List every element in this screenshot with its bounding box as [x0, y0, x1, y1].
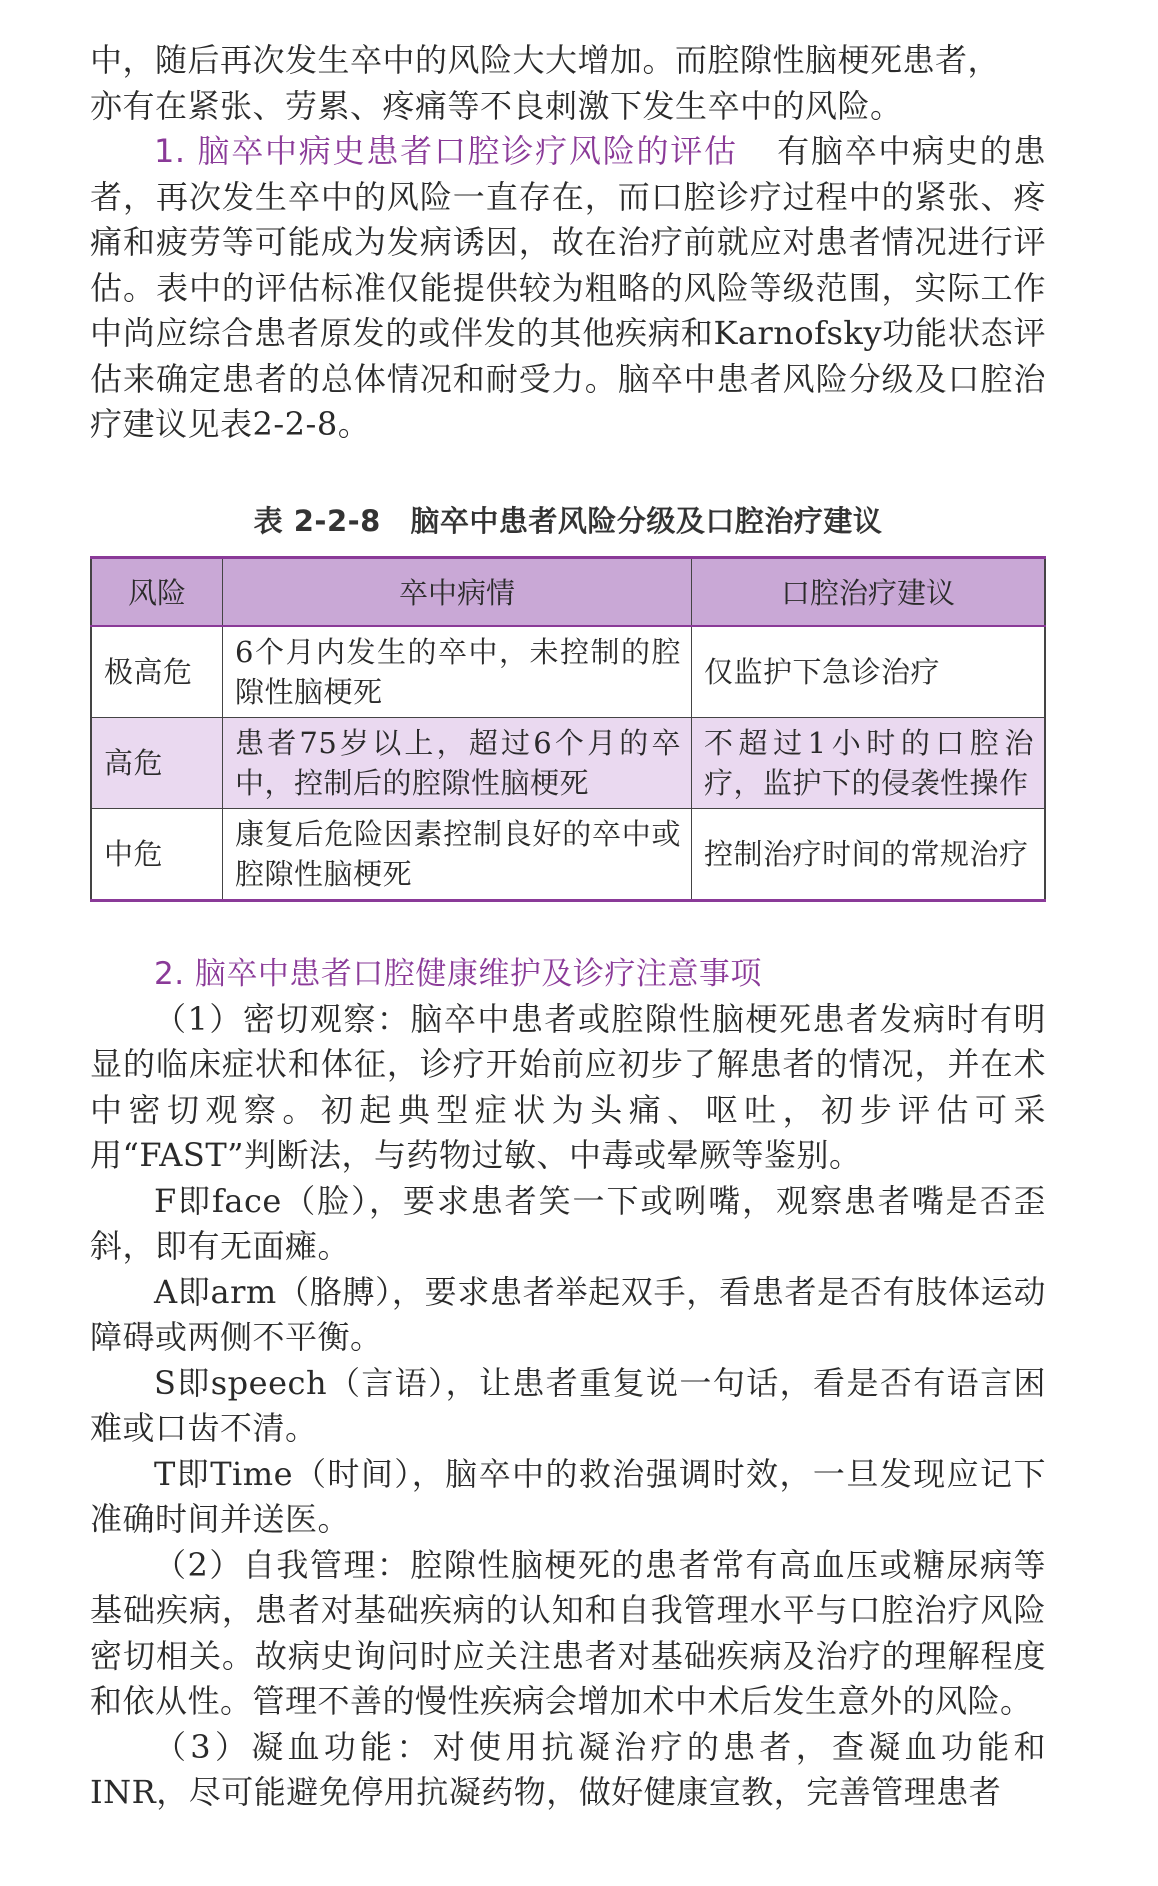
cell-advice: 不超过1小时的口腔治疗，监护下的侵袭性操作 [692, 717, 1046, 808]
risk-table-frame [90, 556, 1046, 902]
intro-paragraph [90, 38, 1046, 129]
section-2-paragraph: （1）密切观察：脑卒中患者或腔隙性脑梗死患者发病时有明显的临床症状和体征，诊疗开始前应初步了解患者的情况，并在术中密切观察。初起典型症状为头痛、呕吐，初步评估可采用“FAST”判断法，与药物过敏、中毒或晕厥等鉴别。 [90, 999, 1046, 1174]
intro-line-1: 中，随后再次发生卒中的风险大大增加。而腔隙性脑梗死患者， [90, 41, 1001, 79]
section-2-paragraph: A即arm（胳膊），要求患者举起双手，看患者是否有肢体运动障碍或两侧不平衡。 [90, 1272, 1046, 1356]
section-1-paragraph [90, 129, 1046, 448]
section-1-body: 有脑卒中病史的患者，再次发生卒中的风险一直存在，而口腔诊疗过程中的紧张、疼痛和疲劳等可能成为发病诱因，故在治疗前就应对患者情况进行评估。表中的评估标准仅能提供较为粗略的风险等级范围，实际工作中尚应综合患者原发的或伴发的其他疾病和Karnofsky功能状态评估来确定患者的总体情况和耐受力。脑卒中患者风险分级及口腔治疗建议见表2-2-8。 [90, 132, 1046, 443]
section-2-paragraph: F即face（脸），要求患者笑一下或咧嘴，观察患者嘴是否歪斜，即有无面瘫。 [90, 1181, 1046, 1265]
header-advice: 口腔治疗建议 [692, 559, 1046, 626]
intro-line-2: 亦有在紧张、劳累、疼痛等不良刺激下发生卒中的风险。 [90, 86, 903, 125]
cell-advice: 控制治疗时间的常规治疗 [692, 808, 1046, 899]
table-header-row [91, 559, 1045, 626]
document-page [90, 38, 1046, 1816]
cell-condition: 康复后危险因素控制良好的卒中或腔隙性脑梗死 [223, 808, 692, 899]
table-row [91, 626, 1045, 718]
header-risk: 风险 [91, 559, 223, 626]
cell-condition: 患者75岁以上，超过6个月的卒中，控制后的腔隙性脑梗死 [223, 717, 692, 808]
section-2-paragraph: T即Time（时间），脑卒中的救治强调时效，一旦发现应记下准确时间并送医。 [90, 1454, 1046, 1538]
section-2 [90, 952, 1046, 1816]
table-row [91, 717, 1045, 808]
cell-advice: 仅监护下急诊治疗 [692, 626, 1046, 718]
table-caption: 表 2-2-8 脑卒中患者风险分级及口腔治疗建议 [253, 503, 883, 538]
table-row [91, 808, 1045, 899]
cell-risk: 高危 [91, 717, 223, 808]
risk-table [90, 559, 1046, 899]
section-1-heading: 1. 脑卒中病史患者口腔诊疗风险的评估 [154, 132, 738, 170]
section-2-paragraph: （2）自我管理：腔隙性脑梗死的患者常有高血压或糖尿病等基础疾病，患者对基础疾病的认知和自我管理水平与口腔治疗风险密切相关。故病史询问时应关注患者对基础疾病及治疗的理解程度和依从性。管理不善的慢性疾病会增加术中术后发生意外的风险。 [90, 1545, 1046, 1720]
cell-condition: 6个月内发生的卒中，未控制的腔隙性脑梗死 [223, 626, 692, 718]
section-2-paragraph: （3）凝血功能：对使用抗凝治疗的患者，查凝血功能和INR，尽可能避免停用抗凝药物，做好健康宣教，完善管理患者 [90, 1727, 1046, 1811]
section-2-heading: 2. 脑卒中患者口腔健康维护及诊疗注意事项 [154, 955, 762, 992]
cell-risk: 极高危 [91, 626, 223, 718]
cell-risk: 中危 [91, 808, 223, 899]
header-condition: 卒中病情 [223, 559, 692, 626]
section-2-paragraph: S即speech（言语），让患者重复说一句话，看是否有语言困难或口齿不清。 [90, 1363, 1046, 1447]
